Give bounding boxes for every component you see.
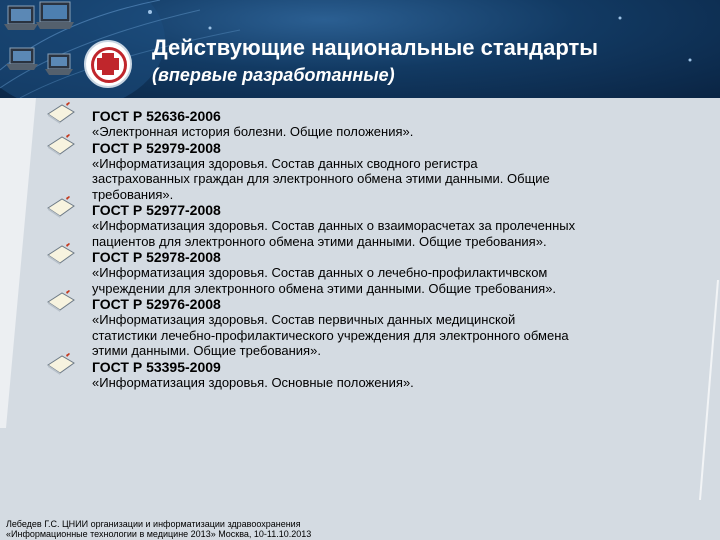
slide-subtitle: (впервые разработанные) [152,65,395,85]
list-item [92,140,702,203]
document-icon [46,102,76,126]
standard-code: ГОСТ Р 52977-2008 [92,202,221,218]
laptop-icon [4,6,38,30]
list-item [92,202,702,249]
standards-list [92,108,702,390]
standard-description: «Информатизация здоровья. Основные положения». [92,374,414,390]
standard-description: «Информатизация здоровья. Состав первичных данных медицинской статистики лечебно-профилактического учреждения для электронного обмена этими данными. Общие требования». [92,312,569,358]
laptop-icon [6,48,38,70]
laptop-icon [45,54,73,75]
document-icon [46,353,76,377]
document-icon [46,196,76,220]
document-icon [46,243,76,267]
standard-description: «Информатизация здоровья. Состав данных о лечебно-профилактичвском учреждении для электронного обмена этими данными. Общие требования». [92,265,557,296]
standard-description: «Информатизация здоровья. Состав данных о взаиморасчетах за пролеченных пациентов для электронного обмена этими данными. Общие требования». [92,218,576,249]
footer-line: Лебедев Г.С. ЦНИИ организации и информатизации здравоохранения [6,519,301,529]
laptop-icon [36,2,74,29]
organization-logo [84,40,132,88]
standard-code: ГОСТ Р 52636-2006 [92,108,221,124]
document-icon [46,290,76,314]
standard-code: ГОСТ Р 53395-2009 [92,358,221,375]
list-item [92,296,702,359]
standard-code: ГОСТ Р 52976-2008 [92,296,221,312]
slide-header [0,0,720,98]
list-item [92,108,702,140]
list-item [92,249,702,296]
list-item [92,359,702,391]
document-icon [46,134,76,158]
slide-title: Действующие национальные стандарты [152,35,599,60]
standard-description: «Электронная история болезни. Общие положения». [92,124,414,139]
standard-code: ГОСТ Р 52978-2008 [92,249,221,265]
footer-credit [6,519,311,539]
standard-code: ГОСТ Р 52979-2008 [92,139,221,156]
standard-description: «Информатизация здоровья. Состав данных сводного регистра застрахованных граждан для электронного обмена этими данными. Общие требования». [92,155,550,202]
footer-line: «Информационные технологии в медицине 2013» Москва, 10-11.10.2013 [6,529,312,539]
